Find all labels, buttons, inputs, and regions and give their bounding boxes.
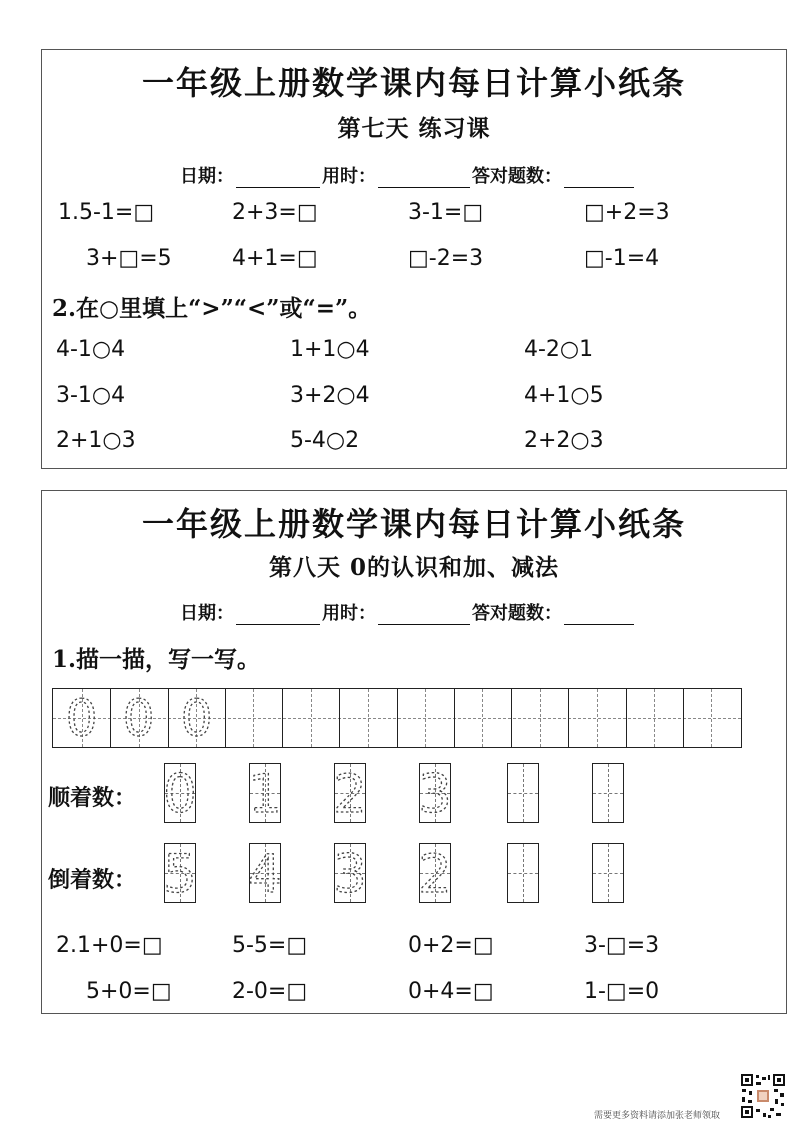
box-midline <box>523 764 524 822</box>
grid-cell-midline <box>482 689 483 747</box>
compare-problem: 2+2○3 <box>524 428 604 453</box>
problem: □+2=3 <box>584 200 670 225</box>
digit-box <box>163 843 197 906</box>
count-up-label: 顺着数： <box>48 785 137 811</box>
digit-box <box>248 843 282 906</box>
dotted-digit <box>418 764 452 826</box>
date-blank[interactable] <box>236 606 320 625</box>
compare-problem: 1+1○4 <box>290 337 370 362</box>
problem: 5+0=□ <box>86 979 172 1004</box>
meta-row <box>180 162 636 188</box>
meta-row <box>180 599 636 625</box>
card-subtitle: 第七天 练习课 <box>337 115 491 142</box>
grid-cell-divider <box>225 689 226 747</box>
problem: 4+1=□ <box>232 246 318 271</box>
grid-cell-midline <box>425 689 426 747</box>
dotted-digit <box>333 764 367 826</box>
tracing-grid[interactable] <box>52 688 742 748</box>
dotted-digit <box>110 689 167 746</box>
compare-problem: 4-2○1 <box>524 337 594 362</box>
box-midline <box>608 764 609 822</box>
dotted-digit <box>163 764 197 826</box>
problem: 1-□=0 <box>584 979 660 1004</box>
date-blank[interactable] <box>236 169 320 188</box>
digit-box <box>418 843 452 906</box>
problem: 0+4=□ <box>408 979 494 1004</box>
dotted-digit-glyph: 3 <box>333 844 367 906</box>
dotted-digit <box>168 689 225 746</box>
worksheet-card-day8 <box>41 490 787 1014</box>
compare-problem: 4+1○5 <box>524 383 604 408</box>
compare-problem: 4-1○4 <box>56 337 126 362</box>
problem: □-2=3 <box>408 246 484 271</box>
digit-box <box>248 763 282 826</box>
count-down-label: 倒着数： <box>48 867 137 893</box>
grid-cell-midline <box>540 689 541 747</box>
dotted-digit <box>53 689 110 746</box>
dotted-digit-glyph: 0 <box>180 689 213 748</box>
dotted-digit <box>418 844 452 906</box>
digit-box <box>418 763 452 826</box>
section1-heading: 1.描一描，写一写。 <box>52 646 261 673</box>
problem: 3+□=5 <box>86 246 172 271</box>
footer-note: 需要更多资料请添加张老师领取 <box>594 1111 721 1121</box>
grid-cell-divider <box>568 689 569 747</box>
dotted-digit <box>333 844 367 906</box>
time-label: 用时： <box>322 603 376 624</box>
problem: 2-0=□ <box>232 979 308 1004</box>
time-blank[interactable] <box>378 606 470 625</box>
time-label: 用时： <box>322 166 376 187</box>
box-midline <box>608 844 609 902</box>
digit-box[interactable] <box>592 763 624 823</box>
time-blank[interactable] <box>378 169 470 188</box>
traced-cell <box>53 689 110 746</box>
score-blank[interactable] <box>564 606 634 625</box>
dotted-digit-glyph: 2 <box>418 844 452 906</box>
traced-cell <box>110 689 167 746</box>
dotted-digit-glyph: 1 <box>248 764 282 826</box>
date-label: 日期： <box>180 166 234 187</box>
digit-box <box>163 763 197 826</box>
score-label: 答对题数： <box>472 166 562 187</box>
compare-problem: 2+1○3 <box>56 428 136 453</box>
grid-cell-divider <box>339 689 340 747</box>
dotted-digit <box>163 844 197 906</box>
dotted-digit <box>248 764 282 826</box>
digit-box <box>333 763 367 826</box>
problem: 2.1+0=□ <box>56 933 163 958</box>
box-midline <box>523 844 524 902</box>
card-title: 一年级上册数学课内每日计算小纸条 <box>141 64 686 102</box>
dotted-digit-glyph: 2 <box>333 764 367 826</box>
problem: □-1=4 <box>584 246 660 271</box>
score-label: 答对题数： <box>472 603 562 624</box>
dotted-digit-glyph: 0 <box>122 689 155 748</box>
card-subtitle: 第八天 0的认识和加、减法 <box>268 554 559 581</box>
grid-cell-midline <box>311 689 312 747</box>
compare-problem: 3+2○4 <box>290 383 370 408</box>
problem: 3-1=□ <box>408 200 484 225</box>
worksheet-card-day7 <box>41 49 787 469</box>
compare-problem: 3-1○4 <box>56 383 126 408</box>
date-label: 日期： <box>180 603 234 624</box>
dotted-digit-glyph: 4 <box>248 844 282 906</box>
digit-box[interactable] <box>507 763 539 823</box>
grid-cell-divider <box>397 689 398 747</box>
grid-cell-divider <box>454 689 455 747</box>
traced-cell <box>168 689 225 746</box>
dotted-digit-glyph: 0 <box>65 689 98 748</box>
score-blank[interactable] <box>564 169 634 188</box>
problem: 1.5-1=□ <box>58 200 155 225</box>
grid-cell-midline <box>253 689 254 747</box>
problem: 5-5=□ <box>232 933 308 958</box>
digit-box[interactable] <box>592 843 624 903</box>
digit-box[interactable] <box>507 843 539 903</box>
section2-heading: 2.在○里填上“>”“<”或“=”。 <box>52 295 372 322</box>
card-title: 一年级上册数学课内每日计算小纸条 <box>141 505 686 543</box>
dotted-digit-glyph: 3 <box>418 764 452 826</box>
grid-cell-midline <box>597 689 598 747</box>
grid-cell-divider <box>683 689 684 747</box>
grid-cell-midline <box>654 689 655 747</box>
dotted-digit-glyph: 0 <box>163 764 197 826</box>
problem: 2+3=□ <box>232 200 318 225</box>
problem: 0+2=□ <box>408 933 494 958</box>
dotted-digit-glyph: 5 <box>163 844 197 906</box>
digit-box <box>333 843 367 906</box>
dotted-digit <box>248 844 282 906</box>
problem: 3-□=3 <box>584 933 660 958</box>
grid-cell-divider <box>511 689 512 747</box>
grid-cell-divider <box>282 689 283 747</box>
grid-cell-midline <box>711 689 712 747</box>
compare-problem: 5-4○2 <box>290 428 360 453</box>
qr-code-icon <box>740 1073 786 1119</box>
grid-cell-divider <box>626 689 627 747</box>
grid-cell-midline <box>368 689 369 747</box>
